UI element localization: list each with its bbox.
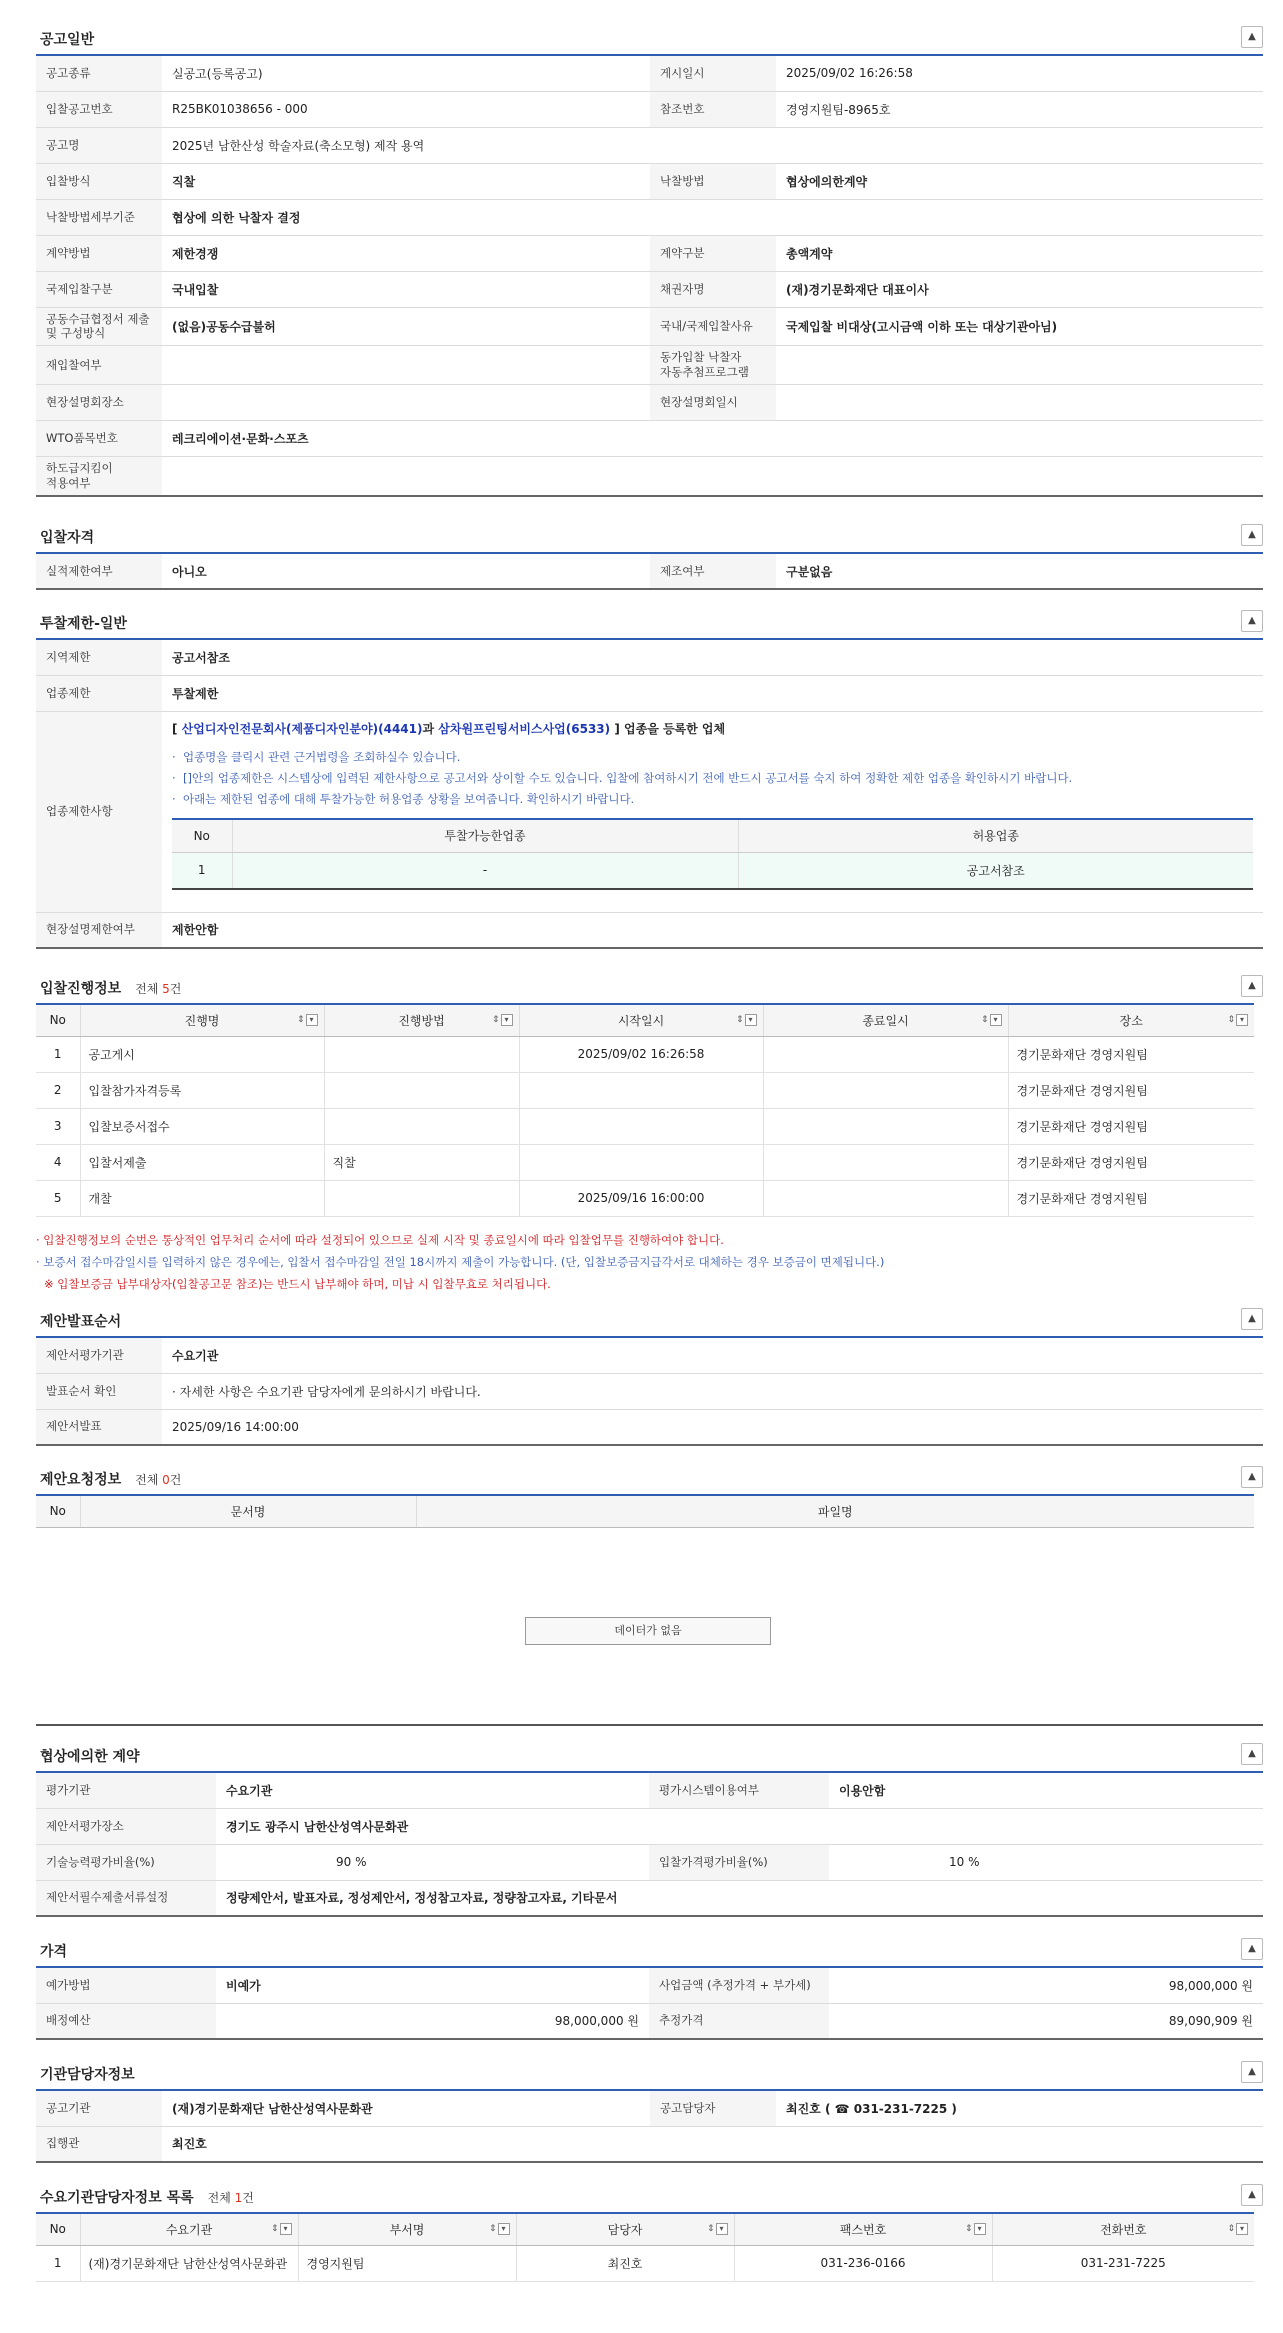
sort-icon: ⇕ ▾ <box>1227 2223 1248 2235</box>
sortable-header[interactable]: 장소 ⇕ ▾ <box>1008 1004 1254 1036</box>
industry-detail-cell: [ 산업디자인전문회사(제품디자인분야)(4441)과 삼차원프린팅서비스사업(6533) ] 업종을 등록한 업체 · 업종명을 클릭시 관련 근거법령을 조회하실수 있습니다. · []안의 업종제한은 시스템상에 입력된 제한사항으로 공고서와 상이할 수도 있습니다. 입찰에 참여하시기 전에 반드시 공고서를 숙지 하여 정확한 제한 업종을 확인하시기 바랍니다. · 아래는 제한된 업종에 대해 투찰가능한 허용업종 상황을 보여줍니다. 확인하시기 바랍니다. No 투찰가능한업종 허용업종 1 - 공고서참조 <box>162 711 1263 912</box>
price-table: 예가방법 비예가 사업금액 (추정가격 + 부가세) 98,000,000 원 배정예산 98,000,000 원 추정가격 89,090,909 원 <box>36 1966 1263 2040</box>
collapse-icon[interactable]: ▲ <box>1241 2184 1263 2206</box>
table-row: 4 입찰서제출 직찰 경기문화재단 경영지원팀 <box>36 1144 1254 1180</box>
info-bullet: · []안의 업종제한은 시스템상에 입력된 제한사항으로 공고서와 상이할 수도 있습니다. 입찰에 참여하시기 전에 반드시 공고서를 숙지 하여 정확한 제한 업종을 확인하시기 바랍니다. <box>172 770 1073 785</box>
collapse-icon[interactable]: ▲ <box>1241 26 1263 48</box>
proposal-request-table: No 문서명 파일명 <box>36 1494 1254 1528</box>
row-rebid: 재입찰여부 동가입찰 낙찰자 자동추첨프로그램 <box>36 346 1263 385</box>
section-qualification <box>36 520 1263 590</box>
section-title: 입찰자격 <box>40 530 95 546</box>
table-row: 5 개찰 2025/09/16 16:00:00 경기문화재단 경영지원팀 <box>36 1180 1254 1216</box>
bid-progress-notes: · 입찰진행정보의 순번은 통상적인 업무처리 순서에 따라 설정되어 있으므로 실제 시작 및 종료일시에 따라 입찰업무를 진행하여야 합니다. · 보증서 접수마감일시를 입력하지 않은 경우에는, 입찰서 접수마감일 전일 18시까지 제출이 가능합니다. (단, 입찰보증금지급각서로 대체하는 경우 보증금이 면제됩니다.) ※ 입찰보증금 납부대상자(입찰공고문 참조)는 반드시 납부해야 하며, 미납 시 입찰무효로 처리됩니다. <box>36 1233 885 1291</box>
section-bid-restriction <box>36 606 1263 949</box>
bid-restriction-table: 지역제한 공고서참조 업종제한 투찰제한 업종제한사항 [ 산업디자인전문회사(제품디자인분야)(4441)과 삼차원프린팅서비스사업(6533) ] 업종을 등록한 업체 · 업종명을 클릭시 관련 근거법령을 조회하실수 있습니다. · []안의 업종제한은 시스템상에 입력된 제한사항으로 공고서와 상이할 수도 있습니다. 입찰에 참여하시기 전에 반드시 공고서를 숙지 하여 정확한 제한 업종을 확인하시기 바랍니다. · 아래는 제한된 업종에 대해 투찰가능한 허용업종 상황을 보여줍니다. 확인하시기 바랍니다. No 투찰가능한업종 허용업종 1 - 공고서참조 현장설명제한여부 제한안함 <box>36 638 1263 949</box>
section-title: 제안발표순서 <box>40 1314 122 1330</box>
row-site-briefing: 현장설명회장소 현장설명회일시 <box>36 385 1263 421</box>
section-title: 투찰제한-일반 <box>40 616 127 632</box>
qualification-table: 실적제한여부 아니오 제조여부 구분없음 <box>36 552 1263 590</box>
count-label: 전체 1건 <box>207 2191 254 2205</box>
collapse-icon[interactable]: ▲ <box>1241 1466 1263 1488</box>
agency-contact-table: 공고기관 (재)경기문화재단 남한산성역사문화관 공고담당자 최진호 ( ☎ 031-231-7225 ) 집행관 최진호 <box>36 2089 1263 2163</box>
sortable-header[interactable]: 진행방법 ⇕ ▾ <box>324 1004 519 1036</box>
row-contract-method: 계약방법 제한경쟁 계약구분 총액계약 <box>36 235 1263 271</box>
allowed-industry-table: No 투찰가능한업종 허용업종 1 - 공고서참조 <box>172 818 1253 890</box>
table-row: 1 - 공고서참조 <box>172 853 1253 889</box>
sort-icon: ⇕ ▾ <box>297 1014 318 1026</box>
count-label: 전체 5건 <box>135 982 182 996</box>
demand-contacts-table: No 수요기관 ⇕ ▾ 부서명 ⇕ ▾ 담당자 ⇕ ▾ 팩스번호 ⇕ ▾ 전화번호 ⇕ ▾ 1 (재)경기문화재단 남한산성역사문화관 경영지원팀 최진호 031-236-0166 031-231-7225 <box>36 2212 1254 2282</box>
bid-progress-table: No 진행명 ⇕ ▾ 진행방법 ⇕ ▾ 시작일시 ⇕ ▾ 종료일시 ⇕ ▾ 장소 ⇕ ▾ 1 공고게시 2025/09/02 16:26:58 경기문화재단 경영지원팀 2 입찰참가자격등록 경기문화재단 경영지원팀 3 입찰보증서접수 경기문화재단 경영지원팀 4 입찰서제출 직찰 경기문화재단 경영지원팀 5 개찰 2025/09/16 16:00:00 경기문화재단 경영지원팀 <box>36 1003 1254 1217</box>
section-title: 가격 <box>40 1944 68 1960</box>
sort-icon: ⇕ ▾ <box>1227 1014 1248 1026</box>
section-negotiated-contract <box>36 1739 1263 1917</box>
sortable-header[interactable]: 종료일시 ⇕ ▾ <box>763 1004 1008 1036</box>
section-presentation-order <box>36 1304 1263 1446</box>
info-bullet: · 업종명을 클릭시 관련 근거법령을 조회하실수 있습니다. <box>172 749 461 764</box>
info-bullet: · 아래는 제한된 업종에 대해 투찰가능한 허용업종 상황을 보여줍니다. 확인하시기 바랍니다. <box>172 791 635 806</box>
row-joint-supply: 공동수급협정서 제출 및 구성방식 (없음)공동수급불허 국내/국제입찰사유 국제입찰 비대상(고시금액 이하 또는 대상기관아님) <box>36 307 1263 346</box>
collapse-icon[interactable]: ▲ <box>1241 524 1263 546</box>
sortable-header[interactable]: 진행명 ⇕ ▾ <box>80 1004 324 1036</box>
sort-icon: ⇕ ▾ <box>492 1014 513 1026</box>
sort-icon: ⇕ ▾ <box>489 2223 510 2235</box>
section-title: 기관담당자정보 <box>40 2067 135 2083</box>
row-notice-number: 입찰공고번호 R25BK01038656 - 000 참조번호 경영지원팀-8965호 <box>36 91 1263 127</box>
section-bid-progress <box>36 971 1263 1217</box>
section-agency-contact <box>36 2057 1263 2163</box>
sortable-header[interactable]: 수요기관 ⇕ ▾ <box>80 2213 298 2245</box>
no-data-message: 데이터가 없음 <box>525 1617 771 1645</box>
table-row: 2 입찰참가자격등록 경기문화재단 경영지원팀 <box>36 1072 1254 1108</box>
sort-icon: ⇕ ▾ <box>981 1014 1002 1026</box>
row-subcontract: 하도급지킴이 적용여부 <box>36 457 1263 496</box>
section-title: 협상에의한 계약 <box>40 1749 140 1765</box>
section-title: 제안요청정보 전체 0건 <box>40 1472 182 1488</box>
divider <box>36 1724 1263 1726</box>
collapse-icon[interactable]: ▲ <box>1241 610 1263 632</box>
row-wto: WTO품목번호 레크리에이션·문화·스포츠 <box>36 421 1263 457</box>
section-price <box>36 1934 1263 2040</box>
section-title: 입찰진행정보 전체 5건 <box>40 981 182 997</box>
sort-icon: ⇕ ▾ <box>736 1014 757 1026</box>
section-title: 수요기관담당자정보 목록 전체 1건 <box>40 2190 254 2206</box>
industry-link-4441[interactable]: 산업디자인전문회사(제품디자인분야)(4441) <box>181 721 423 736</box>
table-row: 3 입찰보증서접수 경기문화재단 경영지원팀 <box>36 1108 1254 1144</box>
section-demand-contacts <box>36 2180 1263 2282</box>
row-notice-type: 공고종류 실공고(등록공고) 게시일시 2025/09/02 16:26:58 <box>36 55 1263 91</box>
negotiated-contract-table: 평가기관 수요기관 평가시스템이용여부 이용안함 제안서평가장소 경기도 광주시 남한산성역사문화관 기술능력평가비율(%) 90 % 입찰가격평가비율(%) 10 % 제안서필수제출서류설정 정량제안서, 발표자료, 정성제안서, 정성참고자료, 정량참고자료, 기타문서 <box>36 1771 1263 1917</box>
sortable-header[interactable]: 담당자 ⇕ ▾ <box>516 2213 734 2245</box>
collapse-icon[interactable]: ▲ <box>1241 1938 1263 1960</box>
row-bid-method: 입찰방식 직찰 낙찰방법 협상에의한계약 <box>36 163 1263 199</box>
count-label: 전체 0건 <box>135 1473 182 1487</box>
industry-link-6533[interactable]: 삼차원프린팅서비스사업(6533) <box>438 721 611 736</box>
row-award-criteria: 낙찰방법세부기준 협상에 의한 낙찰자 결정 <box>36 199 1263 235</box>
sortable-header[interactable]: 전화번호 ⇕ ▾ <box>992 2213 1254 2245</box>
row-intl-bid: 국제입찰구분 국내입찰 채권자명 (재)경기문화재단 대표이사 <box>36 271 1263 307</box>
row-notice-name: 공고명 2025년 남한산성 학술자료(축소모형) 제작 용역 <box>36 127 1263 163</box>
sort-icon: ⇕ ▾ <box>271 2223 292 2235</box>
collapse-icon[interactable]: ▲ <box>1241 1308 1263 1330</box>
collapse-icon[interactable]: ▲ <box>1241 1743 1263 1765</box>
sort-icon: ⇕ ▾ <box>707 2223 728 2235</box>
sortable-header[interactable]: 팩스번호 ⇕ ▾ <box>734 2213 992 2245</box>
table-row: 1 (재)경기문화재단 남한산성역사문화관 경영지원팀 최진호 031-236-0166 031-231-7225 <box>36 2245 1254 2281</box>
sortable-header[interactable]: 시작일시 ⇕ ▾ <box>519 1004 763 1036</box>
collapse-icon[interactable]: ▲ <box>1241 2061 1263 2083</box>
sortable-header[interactable]: 부서명 ⇕ ▾ <box>298 2213 516 2245</box>
section-notice-general <box>36 22 1263 497</box>
table-row: 1 공고게시 2025/09/02 16:26:58 경기문화재단 경영지원팀 <box>36 1036 1254 1072</box>
presentation-order-table: 제안서평가기관 수요기관 발표순서 확인 · 자세한 사항은 수요기관 담당자에게 문의하시기 바랍니다. 제안서발표 2025/09/16 14:00:00 <box>36 1336 1263 1446</box>
notice-general-table <box>36 54 1263 497</box>
section-proposal-request <box>36 1462 1263 1528</box>
sort-icon: ⇕ ▾ <box>965 2223 986 2235</box>
section-title: 공고일반 <box>40 32 95 48</box>
collapse-icon[interactable]: ▲ <box>1241 975 1263 997</box>
